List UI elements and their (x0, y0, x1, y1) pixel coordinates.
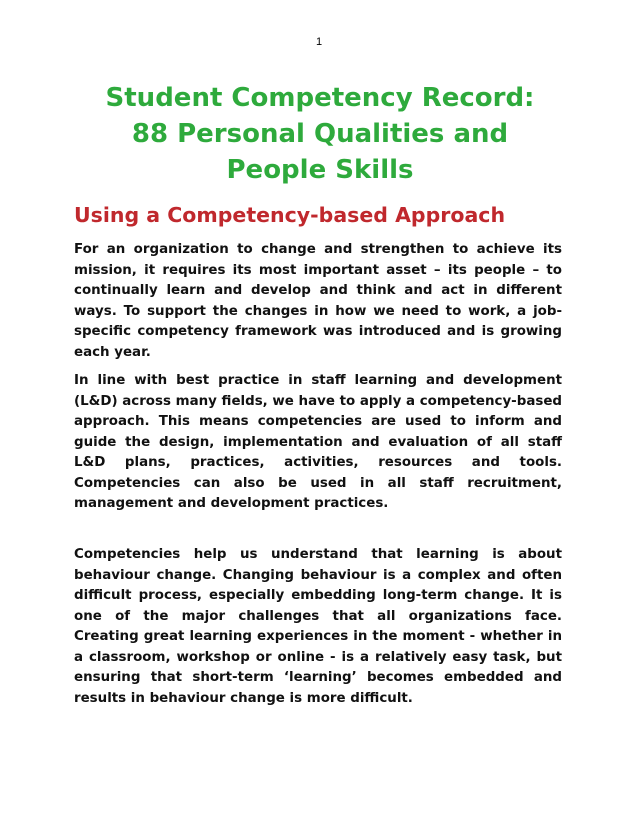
document-title-line-2: 88 Personal Qualities and (131, 119, 509, 149)
page-number: 1 (315, 36, 323, 48)
paragraph-best-practice: In line with best practice in staff learning and development (L&D) across many fields, we have to apply a competency-based approach. This means competencies are used to inform and guide the design, implementation and evaluation of all staff L&D plans, practices, activities, resources and tools. Competencies can also be used in all staff recruitment, management and development practices. (74, 373, 562, 511)
document-title (70, 80, 570, 188)
section-heading: Using a Competency-based Approach (74, 203, 506, 227)
paragraph-behaviour-change: Competencies help us understand that learning is about behaviour change. Changing behaviour is a complex and often difficult process, especially embedding long-term change. It is one of the major challenges that all organizations face. Creating great learning experiences in the moment - whether in a classroom, workshop or online - is a relatively easy task, but ensuring that short-term ‘learning’ becomes embedded and results in behaviour change is more difficult. (74, 547, 562, 706)
paragraph-intro: For an organization to change and strengthen to achieve its mission, it requires its most important asset – its people – to continually learn and develop and think and act in different ways. To support the changes in how we need to work, a job-specific competency framework was introduced and is growing each year. (74, 242, 562, 360)
document-title-line-1: Student Competency Record: (105, 83, 535, 113)
document-title-line-3: People Skills (226, 155, 414, 185)
